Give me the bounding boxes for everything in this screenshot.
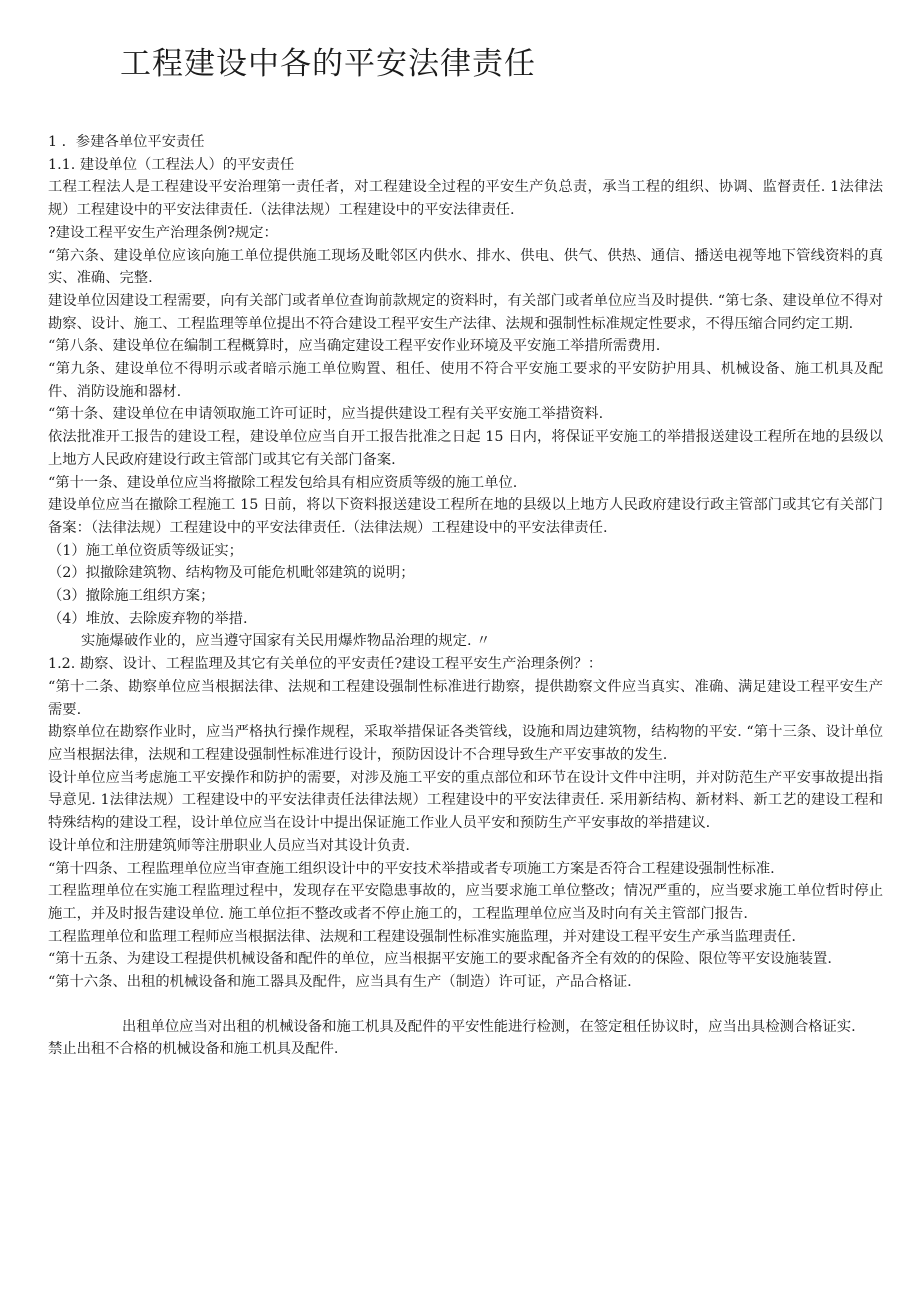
article-11: “第十一条、建设单位应当将撤除工程发包给具有相应资质等级的施工单位. (48, 474, 518, 491)
article-13: 勘察单位在勘察作业时，应当严格执行操作规程，采取举措保证各类管线，设施和周边建筑物，结构物的平安. “第十三条、设计单位应当根据法律，法规和工程建设强制性标准进行设计，预防因设计不合理导致生产平安事故的发生. (48, 724, 883, 763)
list-item: （3）撤除施工组织方案； (48, 588, 215, 605)
subsection-heading-1-1: 1.1. 建设单位（工程法人）的平安责任 (48, 156, 295, 173)
document-title: 工程建设中各的平安法律责任 (120, 46, 536, 82)
article-12: “第十二条、勘察单位应当根据法律、法规和工程建设强制性标准进行勘察，提供勘察文件应当真实、准确、满足建设工程平安生产需要. (48, 678, 883, 718)
paragraph: 禁止出租不合格的机械设备和施工机具及配件. (48, 1041, 339, 1058)
paragraph-gap (48, 994, 883, 1016)
list-item: （2）拟撤除建筑物、结构物及可能危机毗邻建筑的说明； (48, 565, 415, 582)
paragraph: 工程工程法人是工程建设平安治理第一责任者，对工程建设全过程的平安生产负总责，承当工程的组织、协调、监督责任. 1法律法规）工程建设中的平安法律责任.（法律法规）工程建设中的平安法律责任. (48, 179, 883, 219)
paragraph: 出租单位应当对出租的机械设备和施工机具及配件的平安性能进行检测，在签定租任协议时，应当出具检测合格证实. (122, 1018, 856, 1035)
paragraph: 工程监理单位和监理工程师应当根据法律、法规和工程建设强制性标准实施监理，并对建设工程平安生产承当监理责任. (48, 928, 796, 945)
article-8: “第八条、建设单位在编制工程概算时，应当确定建设工程平安作业环境及平安施工举措所需费用. (48, 338, 661, 355)
paragraph: 依法批准开工报告的建设工程，建设单位应当自开工报告批准之日起 15 日内，将保证平安施工的举措报送建设工程所在地的县级以上地方人民政府建设行政主管部门或其它有关部门备案. (48, 429, 883, 468)
paragraph: 工程监理单位在实施工程监理过程中，发现存在平安隐患事故的，应当要求施工单位整改；情况严重的，应当要求施工单位哲时停止施工，并及时报告建设单位. 施工单位拒不整改或者不停止施工的，工程监理单位应当及时向有关主管部门报告. (48, 883, 883, 922)
article-10: “第十条、建设单位在申请领取施工许可证时，应当提供建设工程有关平安施工举措资料. (48, 406, 604, 423)
article-9: “第九条、建设单位不得明示或者暗示施工单位购置、租任、使用不符合平安施工要求的平安防护用具、机械设备、施工机具及配件、消防设施和器材. (48, 361, 883, 400)
document-body (48, 131, 883, 1061)
paragraph: 设计单位和注册建筑师等注册职业人员应当对其设计负责. (48, 837, 410, 854)
list-item: （1）施工单位资质等级证实； (48, 542, 243, 559)
article-14: “第十四条、工程监理单位应当审查施工组织设计中的平安技术举措或者专项施工方案是否符合工程建设强制性标准. (48, 860, 775, 877)
paragraph: 实施爆破作业的，应当遵守国家有关民用爆炸物品治理的规定. 〃 (81, 633, 491, 650)
article-15: “第十五条、为建设工程提供机械设备和配件的单位，应当根据平安施工的要求配备齐全有效的的保险、限位等平安设施装置. (48, 951, 832, 968)
article-6: “第六条、建设单位应该向施工单位提供施工现场及毗邻区内供水、排水、供电、供气、供热、通信、播送电视等地下管线资料的真实、准确、完整. (48, 247, 883, 287)
article-7: 建设单位因建设工程需要，向有关部门或者单位查询前款规定的资料时，有关部门或者单位应当及时提供. “第七条、建设单位不得对勘察、设计、施工、工程监理等单位提出不符合建设工程平安生产法律、法规和强制性标准规定性要求，不得压缩合同约定工期. (48, 292, 883, 332)
section-heading-1: 1 ．参建各单位平安责任 (48, 134, 205, 150)
list-item: （4）堆放、去除废弃物的举措. (48, 610, 248, 627)
paragraph: 建设单位应当在撤除工程施工 15 日前，将以下资料报送建设工程所在地的县级以上地方人民政府建设行政主管部门或其它有关部门备案：（法律法规）工程建设中的平安法律责任.（法律法规）工程建设中的平安法律责任. (48, 497, 883, 536)
article-16: “第十六条、出租的机械设备和施工器具及配件，应当具有生产（制造）许可证，产品合格证. (48, 974, 632, 991)
subsection-heading-1-2: 1.2. 勘察、设计、工程监理及其它有关单位的平安责任?建设工程平安生产治理条例？： (48, 656, 603, 673)
paragraph: 设计单位应当考虑施工平安操作和防护的需要，对涉及施工平安的重点部位和环节在设计文件中注明，并对防范生产平安事故提出指导意见. 1法律法规）工程建设中的平安法律责任法律法规）工程建设中的平安法律责任. 采用新结构、新材料、新工艺的建设工程和特殊结构的建设工程，设计单位应当在设计中提出保证施工作业人员平安和预防生产平安事故的举措建议. (48, 769, 883, 832)
regulation-reference: ?建设工程平安生产治理条例?规定： (48, 224, 278, 241)
